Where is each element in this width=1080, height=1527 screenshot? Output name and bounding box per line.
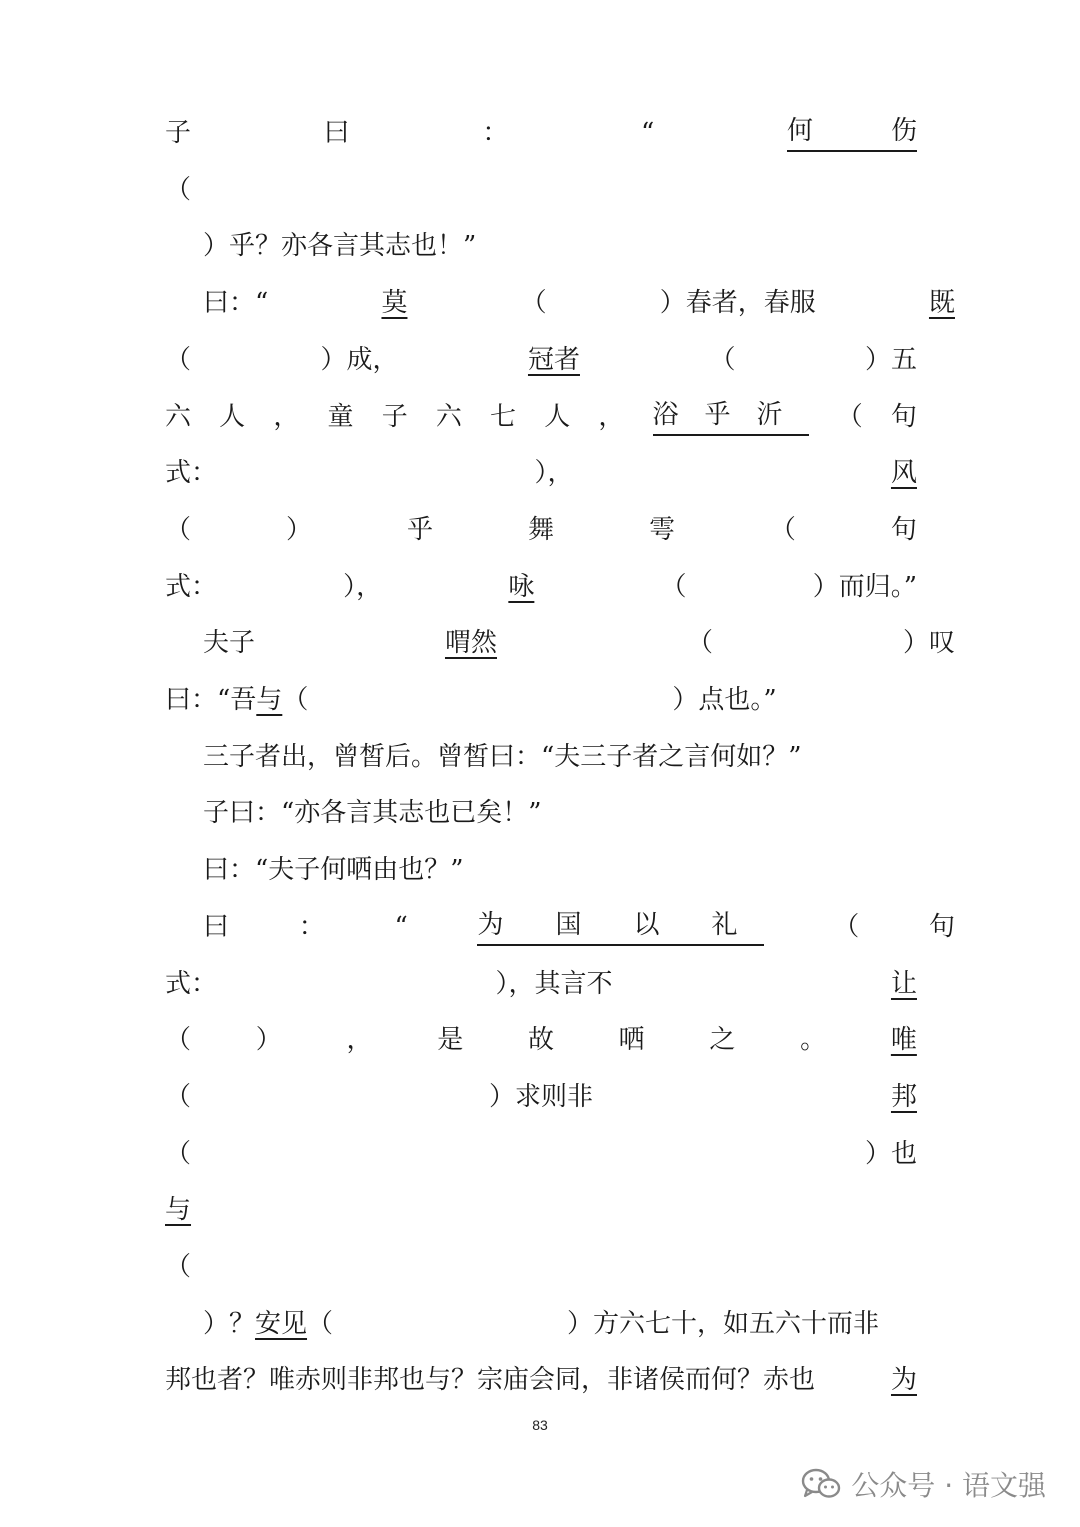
text-segment: 七: [490, 401, 517, 432]
text-segment: ）成，: [320, 344, 399, 375]
text-segment: （: [769, 514, 796, 545]
text-segment: 夫子: [203, 628, 256, 659]
text-segment: 子: [381, 401, 408, 432]
text-segment: 。: [800, 1025, 827, 1056]
text-line: [165, 907, 955, 947]
text-segment: （: [165, 174, 192, 205]
text-segment: 曰: [323, 118, 350, 148]
underlined-term: 为 国 以 礼: [477, 908, 763, 946]
underlined-term: 既: [928, 288, 955, 319]
text-segment: （: [165, 344, 192, 375]
underlined-term: 安见: [255, 1308, 308, 1339]
text-line: [165, 1304, 955, 1344]
text-segment: ）乎？亦各言其志也！”: [203, 231, 477, 262]
watermark: [801, 1462, 1046, 1506]
text-segment: ）春者，春服: [659, 288, 816, 319]
wechat-icon: [801, 1468, 841, 1500]
text-segment: 式：: [165, 571, 218, 602]
text-line: [165, 510, 917, 550]
text-line: [165, 1020, 917, 1060]
text-segment: ）叹: [902, 628, 955, 659]
text-segment: 邦也者？唯赤则非邦也与？宗庙会同，非诸侯而何？赤也: [165, 1365, 816, 1396]
watermark-text: 公众号 · 语文强: [851, 1469, 1046, 1502]
text-line: [165, 1077, 917, 1117]
text-segment: ）？: [203, 1308, 256, 1339]
text-segment: 故: [527, 1025, 554, 1056]
text-segment: 三子者出，曾皙后。曾皙曰：“夫三子者之言何如？”: [203, 741, 802, 772]
text-segment: 舞: [527, 514, 554, 545]
text-line: [165, 226, 955, 266]
text-segment: “: [641, 118, 655, 148]
text-line: [165, 1190, 917, 1230]
text-segment: 六: [435, 401, 462, 432]
text-segment: （: [165, 1138, 192, 1169]
text-segment: ，: [346, 1025, 373, 1056]
text-segment: 乎: [406, 514, 433, 545]
text-line: [165, 340, 917, 380]
text-segment: ），: [534, 458, 574, 489]
text-segment: 人: [544, 401, 571, 432]
text-segment: 式：: [165, 458, 218, 489]
text-line: [165, 737, 955, 777]
underlined-term: 邦: [890, 1081, 917, 1112]
text-segment: 童: [327, 401, 354, 432]
text-segment: （: [165, 1252, 192, 1282]
text-segment: ，: [273, 401, 300, 432]
text-line: [165, 397, 917, 437]
text-line: [165, 623, 955, 663]
underlined-term: 冠者: [527, 344, 580, 375]
text-segment: （ ）点也。”: [282, 685, 777, 715]
text-line: [165, 1360, 917, 1400]
text-line: [165, 170, 917, 210]
text-segment: ）: [285, 514, 312, 545]
text-segment: 之: [709, 1025, 736, 1056]
text-segment: 雩: [648, 514, 675, 545]
underlined-term: 与: [256, 685, 283, 715]
text-segment: ）而归。”: [812, 571, 917, 602]
text-segment: （: [165, 514, 192, 545]
text-line: [165, 680, 917, 720]
text-segment: ，: [598, 401, 625, 432]
text-line: [165, 113, 917, 153]
text-segment: “: [394, 911, 408, 942]
text-line: [165, 850, 955, 890]
underlined-term: 莫: [381, 288, 408, 319]
text-segment: 式：: [165, 968, 218, 999]
underlined-term: 让: [890, 968, 917, 999]
text-segment: 曰：“吾: [165, 685, 257, 715]
text-line: [165, 793, 955, 833]
text-segment: （: [709, 344, 736, 375]
text-segment: （: [686, 628, 713, 659]
text-segment: 句: [890, 514, 917, 545]
text-line: [165, 1247, 917, 1287]
text-line: [165, 567, 917, 607]
text-segment: ）五: [864, 344, 917, 375]
text-line: [165, 453, 917, 493]
text-segment: （: [836, 401, 863, 432]
text-segment: （ ）方六七十，如五六十而非: [307, 1308, 880, 1339]
text-line: [165, 283, 955, 323]
underlined-term: 唯: [890, 1025, 917, 1056]
text-segment: 曰：“夫子何哂由也？”: [203, 855, 464, 886]
text-segment: ）: [255, 1025, 282, 1056]
text-line: [165, 1134, 917, 1174]
text-segment: ：: [298, 911, 325, 942]
text-segment: 句: [890, 401, 917, 432]
text-segment: （: [165, 1025, 192, 1056]
text-segment: 人: [219, 401, 246, 432]
text-segment: （: [660, 571, 687, 602]
text-segment: ），其言不: [495, 968, 613, 999]
text-segment: 曰: [203, 911, 230, 942]
text-segment: ：: [482, 118, 509, 148]
text-segment: 子曰：“亦各言其志也已矣！”: [203, 798, 542, 829]
page-number: 83: [532, 1417, 548, 1433]
text-segment: ）求则非: [488, 1081, 593, 1112]
underlined-term: 何 伤: [787, 114, 917, 152]
text-line: [165, 964, 917, 1004]
text-segment: 曰：“: [203, 288, 269, 319]
text-segment: ）也: [864, 1138, 917, 1169]
underlined-term: 浴 乎 沂: [653, 398, 809, 436]
text-segment: 句: [928, 911, 955, 942]
text-segment: 是: [437, 1025, 464, 1056]
text-segment: 哂: [618, 1025, 645, 1056]
underlined-term: 与: [165, 1195, 192, 1226]
underlined-term: 为: [890, 1365, 917, 1396]
underlined-term: 风: [890, 458, 917, 489]
text-segment: 六: [165, 401, 192, 432]
text-segment: （: [520, 288, 547, 319]
underlined-term: 喟然: [444, 628, 497, 659]
underlined-term: 咏: [508, 571, 535, 602]
text-segment: （: [165, 1081, 192, 1112]
text-segment: ），: [343, 571, 383, 602]
text-segment: 子: [165, 118, 192, 148]
text-segment: （: [833, 911, 860, 942]
